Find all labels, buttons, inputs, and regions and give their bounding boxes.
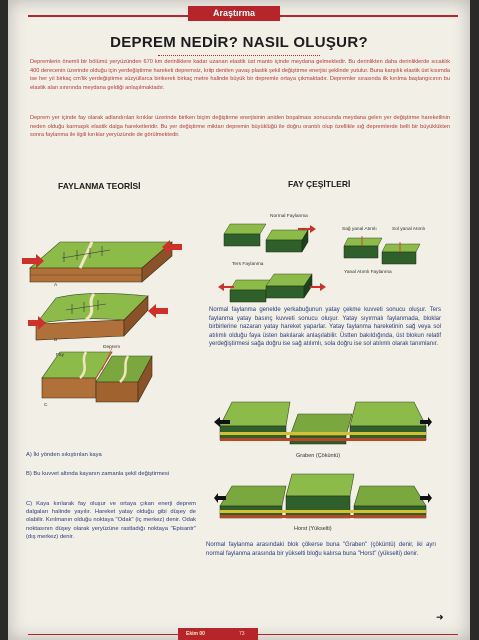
- diagram-b-block: [28, 290, 168, 350]
- reverse-fault-arrow-right: [310, 282, 326, 292]
- label-b: B: [54, 338, 58, 343]
- normal-faylanma-paragraph: Normal faylanma genelde yerkabuğunun yatay çekme kuvveti sonucu oluşur. Ters faylanma yatay basınç kuvveti sonucu oluşur. Yatay sıyırmalı faylanmada, bloklar birbirlerine nazaran yatay hareket yaparlar. Yatay faylanma hareketinin sağ veya sol atılımlı olduğu faya üsten bakılarak anlaşılabilir. Üstten bakıldığında, üst blokun relatif yerdeğiştirmesi sağa doğru ise sağ atılımlı, sola doğru ise sol atılımlı olarak tanımlanır.: [209, 307, 441, 348]
- fay-cesitleri-heading: FAY ÇEŞİTLERİ: [288, 179, 351, 189]
- normal-fault-diagram: [220, 214, 320, 254]
- caption-c: C) Kaya kırılarak fay oluşur ve ortaya çıkan enerji deprem dalgaları halinde yayılır. Hareket yatay olduğu gibi düşey de olabilir. Kırılmanın olduğu noktaya "Odak" (iç merkez) denir. Odak noktasının düşey olarak yeryüzüne rastladığı noktaya "Episantr" (dış merkez) denir.: [26, 501, 196, 540]
- strike-slip-diagram: [342, 232, 422, 272]
- faylanma-heading: FAYLANMA TEORİSİ: [58, 181, 141, 191]
- caption-a: A) İki yönden sıkıştırılan kaya: [26, 452, 102, 458]
- horst-diagram: [214, 470, 432, 526]
- graben-diagram: [214, 396, 432, 452]
- label-horst: Horst (Yükselti): [294, 526, 332, 532]
- intro-paragraph-1: Depremlerin önemli bir bölümü yeryüzünden 670 km derinliklere kadar uzanan elastik üst manto içinde meydana gelmektedir. Bu derinlikten daha derinliklerde sıcaklık 400 derecenin üzerinde olduğu için yerdeğiştirme hareketi depremsiz, kriip denilen yavaş plastik şekil değiştirme enerjisi şeklinde yutulur. Buna karşılık elastik üst kısımda ise her yıl birkaç cm'lik yerdeğiştirme süzyüllarca birikerek birkaç metre halinde büyük bir depremle ortaya çıkmaktadır. Depremler sırasında ilk kırılma başlangıcının bu elastik alan sınırında meydana geldiği anlaşılmaktadır.: [30, 59, 450, 91]
- label-c: C: [44, 403, 48, 408]
- graben-horst-paragraph: Normal faylanma arasındaki blok çökerse buna "Graben" (çöküntü) denir, iki ayrı normal faylanma arasında bir yükselti bloğu kalırsa buna "Horst" (yükselti) denir.: [206, 542, 436, 557]
- caption-b: B) Bu kuvvet altında kayanın zamanla şekil değiştirmesi: [26, 471, 170, 477]
- reverse-fault-arrow-left: [218, 282, 234, 292]
- label-yanal-atimli: Yanal Atımlı Faylanma: [344, 270, 392, 275]
- title-underline: [158, 52, 320, 56]
- magazine-page: [8, 0, 470, 640]
- end-arrow-icon: ➜: [436, 612, 444, 622]
- label-ters-faylanma: Ters Faylanma: [232, 262, 264, 267]
- normal-fault-arrow: [298, 224, 318, 234]
- footer-page-number: 73: [239, 631, 245, 637]
- label-sol-yanal: Sol yanal Atımlı: [392, 227, 426, 232]
- label-sag-yanal: Sağ yanal Atımlı: [342, 227, 377, 232]
- page-title: DEPREM NEDİR? NASIL OLUŞUR?: [110, 34, 368, 51]
- label-deprem: Deprem: [103, 345, 121, 350]
- section-tab: Araştırma: [188, 6, 280, 21]
- label-normal-faylanma: Normal Faylanma: [270, 214, 308, 219]
- diagram-a-block: [22, 222, 182, 294]
- label-graben: Graben (Çöküntü): [296, 453, 341, 459]
- label-fay: Fay: [56, 353, 64, 358]
- intro-paragraph-2: Deprem yer içinde fay olarak adlandırılan kırıklar üzerinde biriken biçim değiştirme enerjisinin aniden boşalması sonucunda meydana gelen yer değiştirme hareketlinin neden olduğu karmaşık elastik dalga hareketleridir. Bu yer değiştirme miktarı depremin büyüklüğü ile doğru orantılı olup özellikle sığ depremlerde belli bir büyüklükten sonra faylanma ile ilgili kırıklar yeryüzünde de görülmektedir.: [30, 115, 450, 139]
- diagram-c-block: [30, 342, 160, 412]
- label-a: A: [54, 283, 58, 288]
- footer-issue: Ekim 00: [178, 628, 258, 640]
